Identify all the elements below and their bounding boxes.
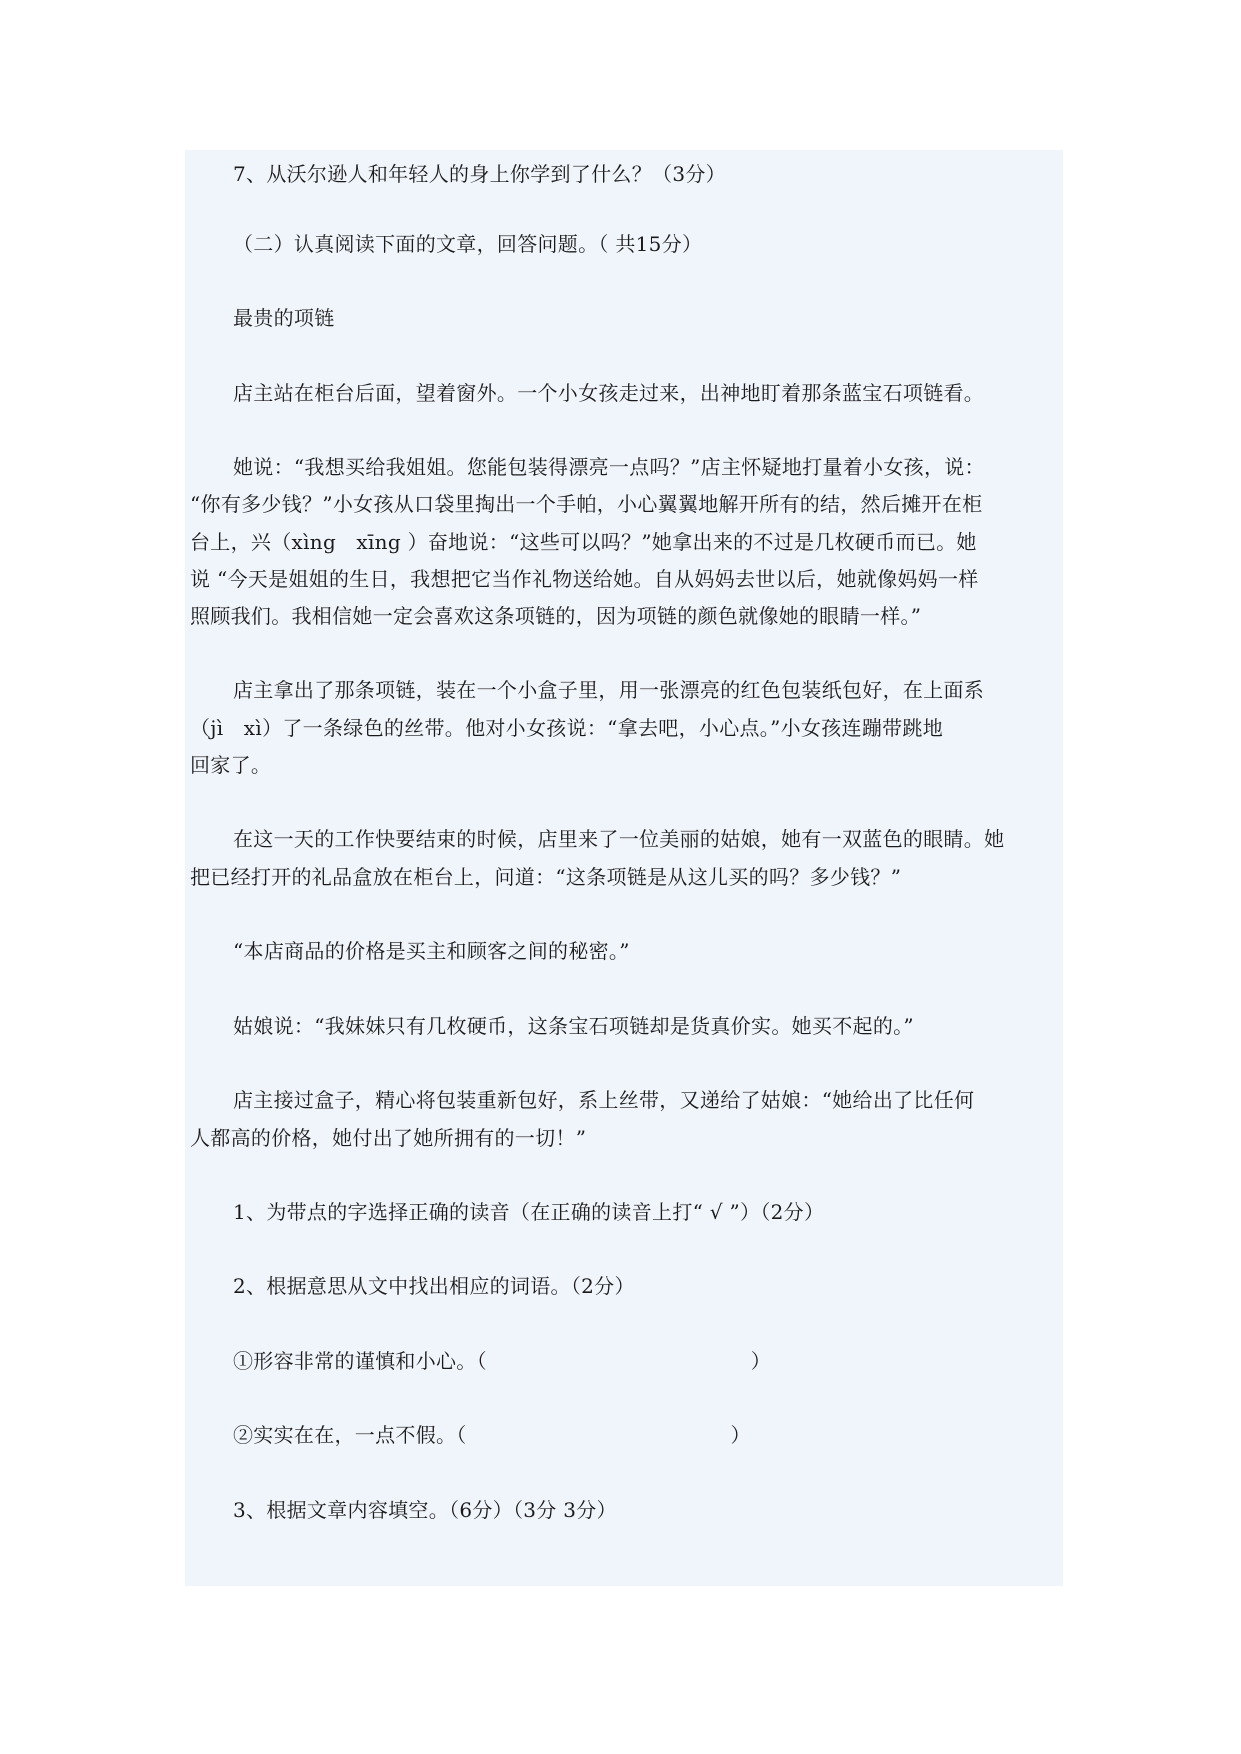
question-7: 7、从沃尔逊人和年轻人的身上你学到了什么？（3分） bbox=[233, 162, 726, 186]
paragraph-line: “本店商品的价格是买主和顾客之间的秘密。” bbox=[233, 939, 630, 963]
paragraph-line: 店主接过盒子，精心将包装重新包好，系上丝带，又递给了姑娘：“她给出了比任何 bbox=[233, 1088, 975, 1112]
paragraph-line: 人都高的价格，她付出了她所拥有的一切！” bbox=[190, 1126, 587, 1150]
paragraph-line: 台上，兴（xìng xīng ）奋地说：“这些可以吗？”她拿出来的不过是几枚硬币而已。她 bbox=[190, 530, 977, 554]
story-title: 最贵的项链 bbox=[233, 306, 335, 330]
paragraph-line: 店主站在柜台后面，望着窗外。一个小女孩走过来，出神地盯着那条蓝宝石项链看。 bbox=[233, 381, 985, 405]
paragraph-line: 把已经打开的礼品盒放在柜台上，问道：“这条项链是从这儿买的吗？多少钱？” bbox=[190, 865, 902, 889]
paragraph-line: 姑娘说：“我妹妹只有几枚硬币，这条宝石项链却是货真价实。她买不起的。” bbox=[233, 1014, 914, 1038]
question-2-item-2: ②实实在在，一点不假。（ ） bbox=[233, 1423, 751, 1447]
paragraph-line: 回家了。 bbox=[190, 753, 272, 777]
paragraph-line: 她说：“我想买给我姐姐。您能包装得漂亮一点吗？”店主怀疑地打量着小女孩，说： bbox=[233, 455, 985, 479]
question-2-item-1: ①形容非常的谨慎和小心。（ ） bbox=[233, 1349, 772, 1373]
question-2: 2、根据意思从文中找出相应的词语。（2分） bbox=[233, 1274, 635, 1298]
paragraph-line: （jì xì）了一条绿色的丝带。他对小女孩说：“拿去吧，小心点。”小女孩连蹦带跳地 bbox=[190, 716, 944, 740]
paragraph-line: 店主拿出了那条项链，装在一个小盒子里，用一张漂亮的红色包装纸包好，在上面系 bbox=[233, 678, 985, 702]
question-1: 1、为带点的字选择正确的读音（在正确的读音上打“ √ ”）（2分） bbox=[233, 1200, 825, 1224]
paragraph-line: 照顾我们。我相信她一定会喜欢这条项链的，因为项链的颜色就像她的眼睛一样。” bbox=[190, 604, 922, 628]
paragraph-line: “你有多少钱？”小女孩从口袋里掏出一个手帕，小心翼翼地解开所有的结，然后摊开在柜 bbox=[190, 492, 983, 516]
question-3: 3、根据文章内容填空。（6分）（3分 3分） bbox=[233, 1498, 617, 1522]
paragraph-line: 说 “今天是姐姐的生日，我想把它当作礼物送给她。自从妈妈去世以后，她就像妈妈一样 bbox=[190, 567, 979, 591]
section-heading: （二）认真阅读下面的文章，回答问题。（ 共15分） bbox=[233, 232, 703, 256]
paragraph-line: 在这一天的工作快要结束的时候，店里来了一位美丽的姑娘，她有一双蓝色的眼睛。她 bbox=[233, 827, 1005, 851]
